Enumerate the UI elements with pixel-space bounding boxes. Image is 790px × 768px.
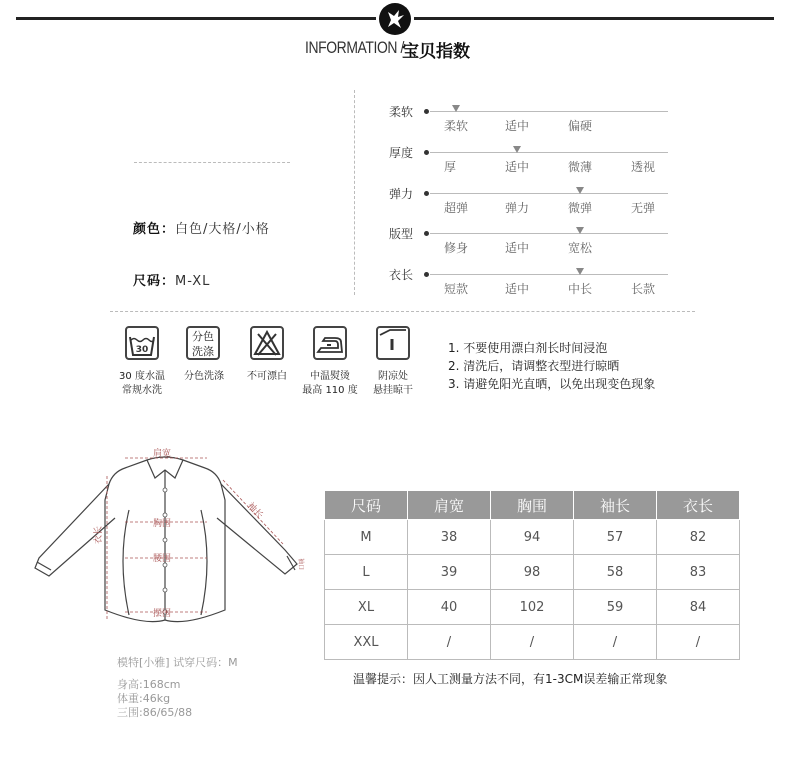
- table-cell: 82: [657, 520, 740, 555]
- table-cell: /: [408, 625, 491, 660]
- index-row-label: 弹力: [389, 187, 414, 201]
- no-bleach-icon: [250, 326, 284, 360]
- index-option: 适中: [505, 119, 530, 133]
- size-attribute: [133, 270, 210, 289]
- index-marker-icon: [576, 187, 584, 194]
- shade-dry-icon: [376, 326, 410, 360]
- header-chest: 胸围: [491, 491, 574, 520]
- table-cell: 40: [408, 590, 491, 625]
- table-cell: /: [491, 625, 574, 660]
- table-cell: L: [325, 555, 408, 590]
- separate-wash-icon: [186, 326, 220, 360]
- label-shoulder: 肩宽: [153, 449, 172, 459]
- care-instruction-2: 2. 清洗后，请调整衣型进行晾晒: [448, 359, 620, 373]
- index-row-label: 柔软: [389, 105, 414, 119]
- size-value: M-XL: [175, 274, 211, 289]
- index-marker-icon: [576, 268, 584, 275]
- index-marker-icon: [452, 105, 460, 112]
- model-weight: 体重:46kg: [117, 692, 171, 705]
- table-cell: XXL: [325, 625, 408, 660]
- index-option: 适中: [505, 282, 530, 296]
- index-row-track: [430, 111, 668, 112]
- color-label: 颜色：: [133, 222, 176, 237]
- index-marker-icon: [513, 146, 521, 153]
- wash-30-caption-2: 常规水洗: [122, 385, 162, 396]
- info-title-en: INFORMATION /: [305, 38, 404, 57]
- model-height: 身高:168cm: [117, 678, 181, 691]
- index-option: 超弹: [444, 201, 469, 215]
- table-cell: 102: [491, 590, 574, 625]
- table-cell: 83: [657, 555, 740, 590]
- vertical-divider: [354, 90, 355, 295]
- index-option: 偏硬: [568, 119, 593, 133]
- brand-logo-icon: [379, 3, 411, 35]
- table-cell: 58: [574, 555, 657, 590]
- table-cell: XL: [325, 590, 408, 625]
- label-cuff: 袖口: [297, 558, 304, 571]
- care-instruction-1: 1. 不要使用漂白剂长时间浸泡: [448, 341, 608, 355]
- index-row-dot: [424, 150, 429, 155]
- index-option: 宽松: [568, 241, 593, 255]
- index-option: 厚: [444, 160, 457, 174]
- size-table: [324, 490, 740, 660]
- table-cell: 84: [657, 590, 740, 625]
- index-option: 短款: [444, 282, 469, 296]
- table-cell: 39: [408, 555, 491, 590]
- label-hem: 摆围: [153, 609, 172, 619]
- table-row: [325, 520, 740, 555]
- wash-30-caption-1: 30 度水温: [119, 371, 165, 382]
- index-row-track: [430, 274, 668, 275]
- shade-dry-caption-1: 阴凉处: [378, 371, 408, 382]
- iron-medium-caption-1: 中温熨烫: [310, 371, 350, 382]
- index-row-track: [430, 152, 668, 153]
- index-option: 修身: [444, 241, 469, 255]
- index-option: 适中: [505, 160, 530, 174]
- separate-wash-symbol-2: 洗涤: [192, 345, 214, 358]
- table-cell: /: [657, 625, 740, 660]
- no-bleach-caption-1: 不可漂白: [247, 371, 287, 382]
- table-cell: 59: [574, 590, 657, 625]
- table-cell: 57: [574, 520, 657, 555]
- table-cell: /: [574, 625, 657, 660]
- header-shoulder: 肩宽: [408, 491, 491, 520]
- table-cell: 38: [408, 520, 491, 555]
- label-length: 衣长: [94, 525, 104, 544]
- model-measurements: 三围:86/65/88: [117, 706, 193, 719]
- index-option: 中长: [568, 282, 593, 296]
- table-row: [325, 590, 740, 625]
- index-row-track: [430, 233, 668, 234]
- header-size: 尺码: [325, 491, 408, 520]
- index-row-dot: [424, 109, 429, 114]
- table-row: [325, 555, 740, 590]
- separate-wash-caption: [174, 370, 234, 384]
- index-option: 弹力: [505, 201, 530, 215]
- index-option: 适中: [505, 241, 530, 255]
- attr-divider: [134, 162, 290, 163]
- iron-medium-icon: [313, 326, 347, 360]
- index-row-track: [430, 193, 668, 194]
- header-length: 衣长: [657, 491, 740, 520]
- shirt-diagram: [25, 440, 315, 645]
- header-rule-left: [16, 17, 376, 20]
- no-bleach-caption: [237, 370, 297, 384]
- index-row-dot: [424, 191, 429, 196]
- index-option: 长款: [631, 282, 656, 296]
- shade-dry-caption-2: 悬挂晾干: [373, 385, 413, 396]
- color-attribute: [133, 218, 270, 237]
- wash-30-icon: [125, 326, 159, 360]
- size-table-header: [325, 491, 740, 520]
- shade-dry-caption: [363, 370, 423, 398]
- index-option: 透视: [631, 160, 656, 174]
- index-marker-icon: [576, 227, 584, 234]
- size-label: 尺码：: [133, 274, 176, 289]
- table-cell: 98: [491, 555, 574, 590]
- label-waist: 腰围: [153, 554, 172, 564]
- wash-temp-text: 30: [135, 345, 149, 355]
- iron-medium-caption-2: 最高 110 度: [302, 385, 358, 396]
- separate-wash-caption-1: 分色洗涤: [184, 371, 224, 382]
- index-option: 无弹: [631, 201, 656, 215]
- care-instruction-3: 3. 请避免阳光直晒，以免出现变色现象: [448, 377, 656, 391]
- model-title: 模特[小雅] 试穿尺码：M: [117, 656, 238, 669]
- table-cell: M: [325, 520, 408, 555]
- index-option: 微薄: [568, 160, 593, 174]
- index-row-label: 衣长: [389, 268, 414, 282]
- index-option: 柔软: [444, 119, 469, 133]
- measurement-tip: 温馨提示：因人工测量方法不同，有1-3CM误差输正常现象: [353, 672, 668, 686]
- index-option: 微弹: [568, 201, 593, 215]
- header-sleeve: 袖长: [574, 491, 657, 520]
- iron-medium-caption: [300, 370, 360, 398]
- index-row-label: 厚度: [389, 146, 414, 160]
- index-row-dot: [424, 231, 429, 236]
- table-row: [325, 625, 740, 660]
- label-chest: 胸围: [153, 519, 172, 529]
- header-rule-right: [414, 17, 774, 20]
- section-divider: [110, 311, 695, 312]
- wash-30-caption: [112, 370, 172, 398]
- index-row-label: 版型: [389, 227, 414, 241]
- label-sleeve: 袖长: [244, 501, 265, 522]
- color-value: 白色/大格/小格: [175, 222, 270, 237]
- separate-wash-symbol-1: 分色: [192, 330, 214, 343]
- index-row-dot: [424, 272, 429, 277]
- info-title-cn: 宝贝指数: [402, 42, 470, 62]
- table-cell: 94: [491, 520, 574, 555]
